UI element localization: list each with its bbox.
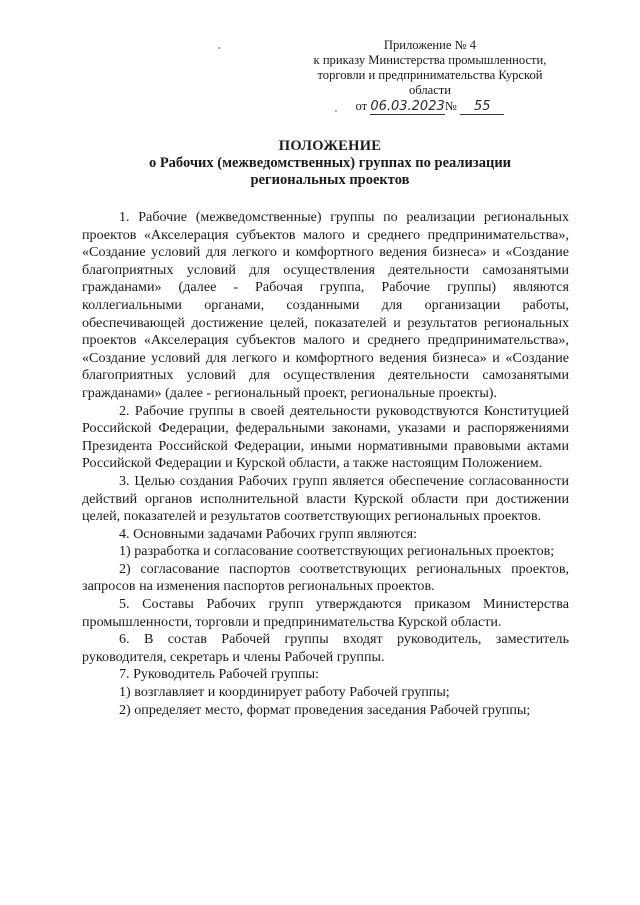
appendix-order-line: к приказу Министерства промышленности, xyxy=(313,53,547,67)
paragraph-2: 2. Рабочие группы в своей деятельности руководствуются Конституцией Российской Федерации, федеральными законами, указами и распоряжениями Президента Российской Федерации, иными нормативными правовыми актами Российской Федерации и Курской области, а также настоящим Положением. xyxy=(82,402,569,472)
appendix-region-line: области xyxy=(408,83,452,97)
title-subtitle-line2: региональных проектов xyxy=(250,172,410,188)
title-heading: ПОЛОЖЕНИЕ xyxy=(278,138,382,154)
paragraph-4: 4. Основными задачами Рабочих групп являются: xyxy=(119,525,418,542)
date-prefix: от xyxy=(355,99,368,113)
handwritten-date: 06.03.2023 xyxy=(370,99,445,114)
title-subtitle-line1: о Рабочих (межведомственных) группах по реализации xyxy=(148,155,512,171)
paragraph-1: 1. Рабочие (межведомственные) группы по реализации региональных проектов «Акселерация субъектов малого и среднего предпринимательства», «Создание условий для легкого и комфортного ведения бизнеса» и «Создание благоприятных условий для осуществления деятельности самозанятыми гражданами» (далее - Рабочая группа, Рабочие группы) являются коллегиальными органами, созданными для организации работы, обеспечивающей достижение целей, показателей и результатов региональных проектов «Акселерация субъектов малого и среднего предпринимательства», «Создание условий для легкого и комфортного ведения бизнеса» и «Создание благоприятных условий для осуществления деятельности самозанятыми гражданами» (далее - региональный проект, региональные проекты). xyxy=(82,209,569,401)
paragraph-4-item-2: 2) согласование паспортов соответствующих региональных проектов, запросов на изменения паспортов региональных проектов. xyxy=(82,560,569,595)
paragraph-3: 3. Целью создания Рабочих групп является обеспечение согласованности действий органов исполнительной власти Курской области при достижении целей, показателей и результатов соответствующих региональных проектов. xyxy=(82,472,569,525)
paragraph-7-item-1: 1) возглавляет и координирует работу Рабочей группы; xyxy=(119,684,450,701)
paragraph-7: 7. Руководитель Рабочей группы: xyxy=(119,666,319,683)
paragraph-7-item-2: 2) определяет место, формат проведения заседания Рабочей группы; xyxy=(119,701,531,718)
paragraph-6: 6. В состав Рабочей группы входят руководитель, заместитель руководителя, секретарь и члены Рабочей группы. xyxy=(82,631,569,665)
appendix-date-line xyxy=(305,99,555,115)
document-title xyxy=(80,138,580,189)
appendix-ministry-line: торговли и предпринимательства Курской xyxy=(317,68,543,82)
appendix-block xyxy=(305,38,555,115)
number-label: № xyxy=(444,99,457,113)
scan-speck xyxy=(218,47,220,49)
document-body xyxy=(82,209,569,719)
handwritten-number: 55 xyxy=(460,99,505,115)
paragraph-5: 5. Составы Рабочих групп утверждаются приказом Министерства промышленности, торговли и предпринимательства Курской области. xyxy=(82,596,569,630)
appendix-number: Приложение № 4 xyxy=(383,38,477,52)
paragraph-4-item-1: 1) разработка и согласование соответствующих региональных проектов; xyxy=(119,543,555,560)
